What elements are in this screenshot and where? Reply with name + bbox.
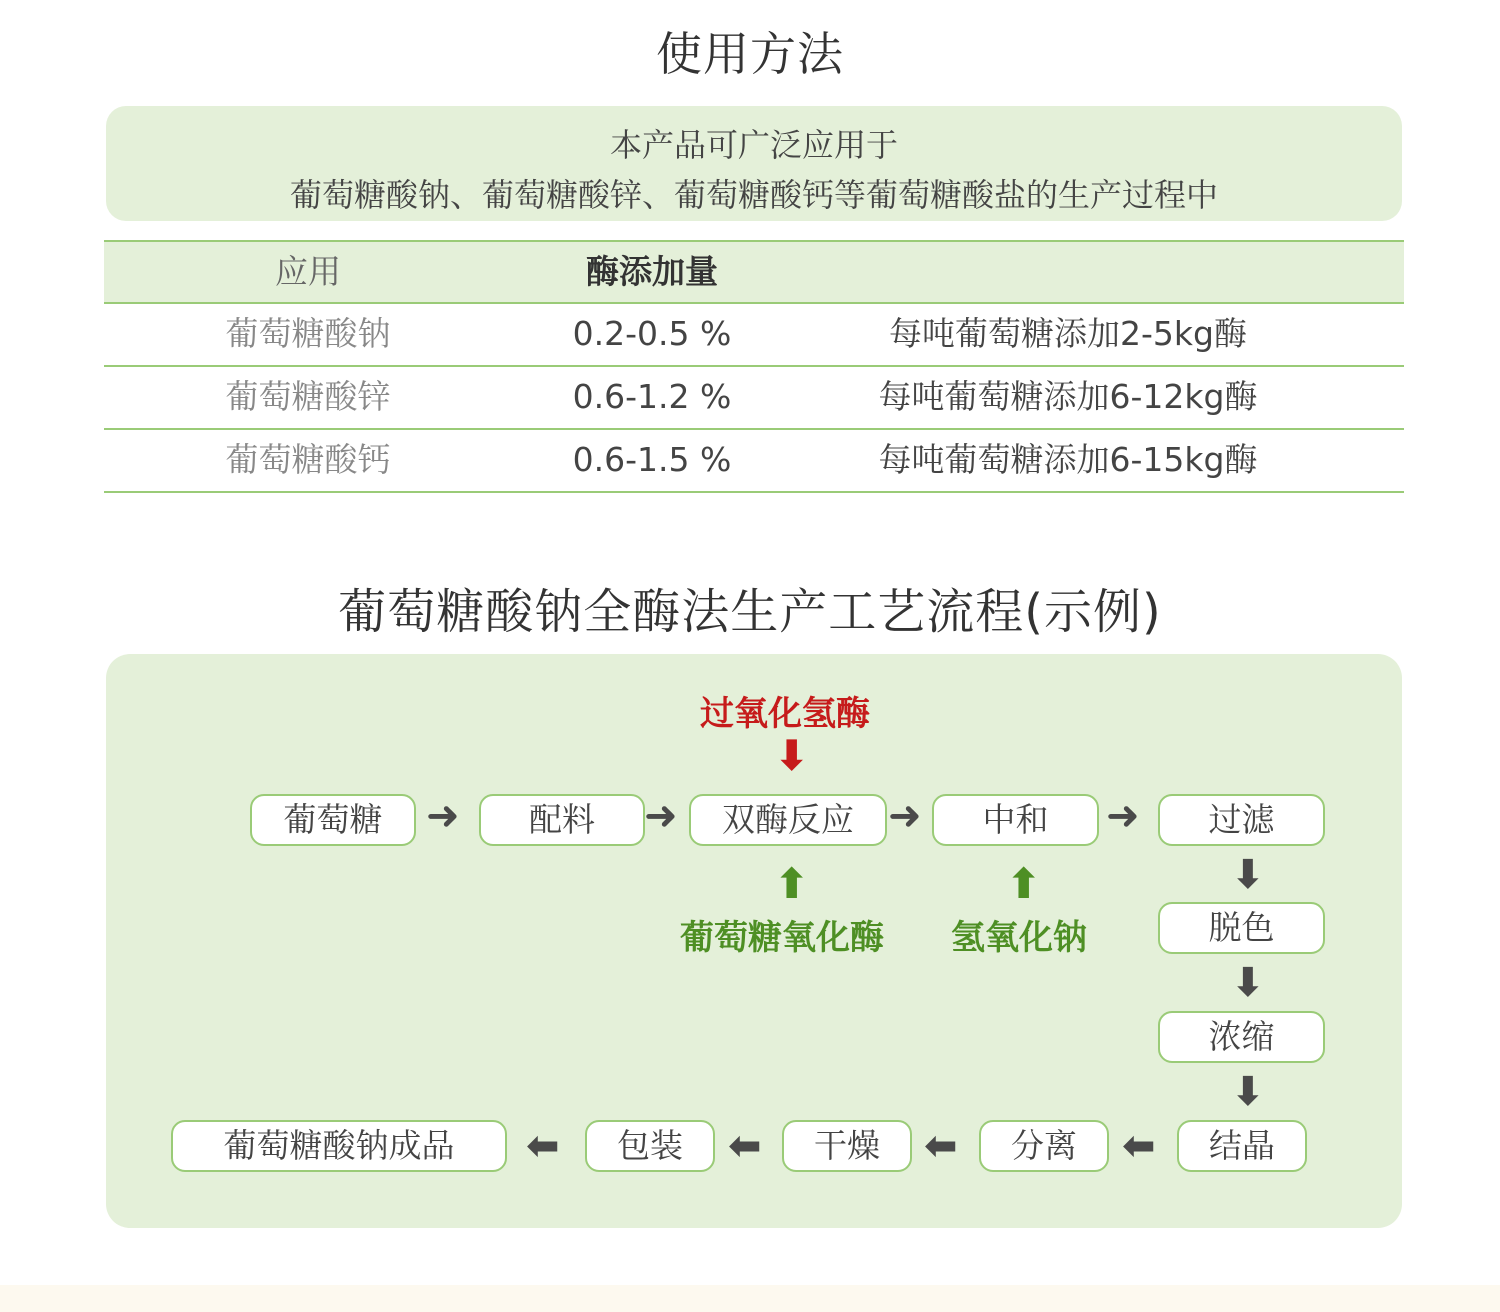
step-concentrate: 浓缩 xyxy=(1158,1011,1325,1063)
step-double-enzyme: 双酶反应 xyxy=(689,794,887,846)
arrow-right-icon: ➜ xyxy=(888,793,922,839)
table-row xyxy=(104,430,1404,493)
catalase-label: 过氧化氢酶 xyxy=(700,694,870,734)
dosage-table xyxy=(104,240,1404,493)
process-title: 葡萄糖酸钠全酶法生产工艺流程(示例) xyxy=(338,584,1162,640)
row-note: 每吨葡萄糖添加6-12kg酶 xyxy=(878,377,1258,416)
table-row xyxy=(104,304,1404,367)
step-batching: 配料 xyxy=(479,794,645,846)
row-dosage: 0.2-0.5 % xyxy=(572,314,732,353)
step-neutralize: 中和 xyxy=(932,794,1099,846)
arrow-left-icon: ⬅ xyxy=(526,1123,560,1169)
header-dosage: 酶添加量 xyxy=(586,252,718,291)
glucose-oxidase-label: 葡萄糖氧化酶 xyxy=(680,918,884,958)
arrow-up-icon: ⬆ xyxy=(1006,859,1042,908)
row-note: 每吨葡萄糖添加6-15kg酶 xyxy=(878,440,1258,479)
step-package: 包装 xyxy=(585,1120,715,1172)
intro-line-1: 本产品可广泛应用于 xyxy=(609,126,898,164)
row-dosage: 0.6-1.5 % xyxy=(572,440,732,479)
header-application: 应用 xyxy=(275,252,341,291)
arrow-down-icon: ⬇ xyxy=(1231,960,1265,1006)
arrow-left-icon: ⬅ xyxy=(924,1123,958,1169)
arrow-right-icon: ➜ xyxy=(1106,793,1140,839)
arrow-right-icon: ➜ xyxy=(644,793,678,839)
row-application: 葡萄糖酸钙 xyxy=(225,440,391,479)
step-crystallize: 结晶 xyxy=(1177,1120,1307,1172)
sodium-hydroxide-label: 氢氧化钠 xyxy=(951,918,1087,958)
row-dosage: 0.6-1.2 % xyxy=(572,377,732,416)
step-filter: 过滤 xyxy=(1158,794,1325,846)
arrow-right-icon: ➜ xyxy=(426,793,460,839)
usage-title: 使用方法 xyxy=(656,27,844,81)
step-decolor: 脱色 xyxy=(1158,902,1325,954)
footer-strip xyxy=(0,1285,1500,1312)
table-header xyxy=(104,240,1404,304)
step-glucose: 葡萄糖 xyxy=(250,794,416,846)
step-dry: 干燥 xyxy=(782,1120,912,1172)
table-row xyxy=(104,367,1404,430)
intro-panel xyxy=(106,106,1402,221)
row-application: 葡萄糖酸钠 xyxy=(225,314,391,353)
arrow-down-icon: ⬇ xyxy=(1231,852,1265,898)
row-note: 每吨葡萄糖添加2-5kg酶 xyxy=(889,314,1247,353)
step-final-product: 葡萄糖酸钠成品 xyxy=(171,1120,507,1172)
arrow-down-icon: ⬇ xyxy=(774,731,810,780)
intro-line-2: 葡萄糖酸钠、葡萄糖酸锌、葡萄糖酸钙等葡萄糖酸盐的生产过程中 xyxy=(289,176,1218,214)
arrow-left-icon: ⬅ xyxy=(728,1123,762,1169)
arrow-left-icon: ⬅ xyxy=(1122,1123,1156,1169)
arrow-up-icon: ⬆ xyxy=(774,859,810,908)
row-application: 葡萄糖酸锌 xyxy=(225,377,391,416)
step-separate: 分离 xyxy=(979,1120,1109,1172)
arrow-down-icon: ⬇ xyxy=(1231,1069,1265,1115)
